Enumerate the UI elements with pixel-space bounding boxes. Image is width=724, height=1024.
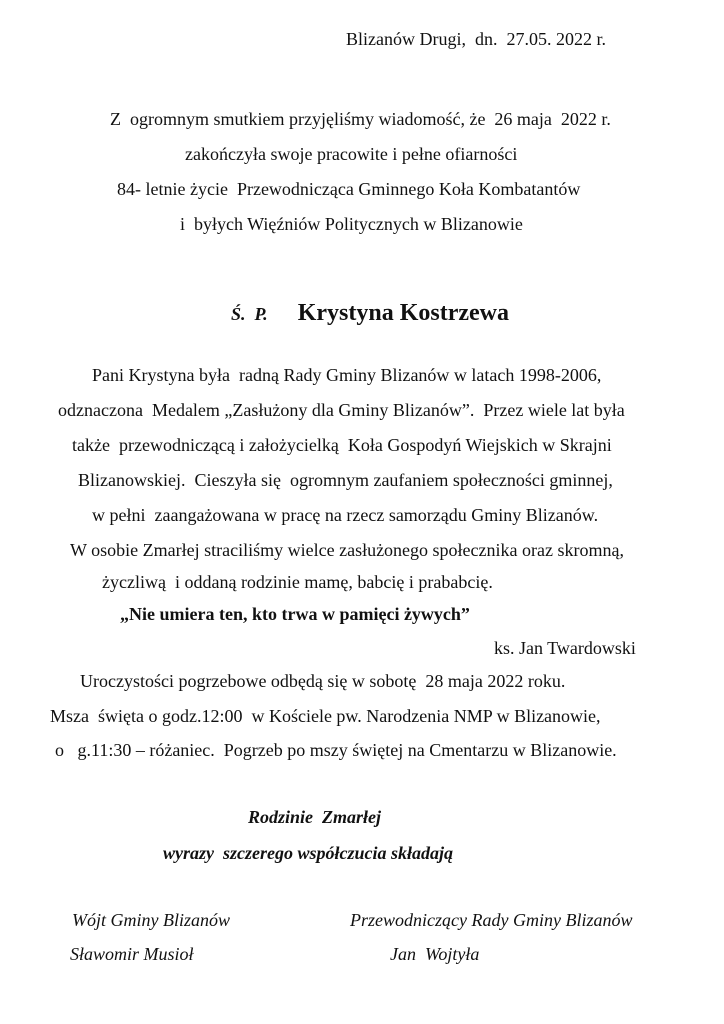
funeral-line-1: Uroczystości pogrzebowe odbędą się w sobotę 28 maja 2022 roku.: [80, 671, 566, 691]
condolences-line-1: Rodzinie Zmarłej: [248, 807, 382, 827]
biography-line-7: życzliwą i oddaną rodzinie mamę, babcię i prababcię.: [102, 572, 493, 592]
biography-line-6: W osobie Zmarłej straciliśmy wielce zasłużonego społecznika oraz skromną,: [70, 540, 624, 560]
condolences-line-2: wyrazy szczerego współczucia składają: [163, 843, 453, 863]
signature-left-name: Sławomir Musioł: [70, 944, 194, 964]
deceased-heading: [0, 282, 724, 345]
signature-right-title: Przewodniczący Rady Gminy Blizanów: [350, 910, 633, 930]
quote-text: „Nie umiera ten, kto trwa w pamięci żywych”: [120, 604, 470, 624]
biography-line-3: także przewodniczącą i założycielką Koła Gospodyń Wiejskich w Skrajni: [72, 435, 612, 455]
biography-line-2: odznaczona Medalem „Zasłużony dla Gminy Blizanów”. Przez wiele lat była: [58, 400, 625, 420]
deceased-name: Krystyna Kostrzewa: [297, 300, 509, 326]
funeral-line-2: Msza święta o godz.12:00 w Kościele pw. Narodzenia NMP w Blizanowie,: [50, 706, 601, 726]
announcement-line-3: 84- letnie życie Przewodnicząca Gminnego Koła Kombatantów: [117, 179, 581, 199]
quote-author: ks. Jan Twardowski: [494, 638, 636, 658]
announcement-line-2: zakończyła swoje pracowite i pełne ofiarności: [185, 144, 518, 164]
biography-line-4: Blizanowskiej. Cieszyła się ogromnym zaufaniem społeczności gminnej,: [78, 470, 613, 490]
deceased-prefix: Ś. P.: [231, 304, 268, 324]
signature-right-name: Jan Wojtyła: [390, 944, 480, 964]
biography-line-1: Pani Krystyna była radną Rady Gminy Blizanów w latach 1998-2006,: [92, 365, 602, 385]
date-line: Blizanów Drugi, dn. 27.05. 2022 r.: [346, 29, 606, 49]
announcement-line-1: Z ogromnym smutkiem przyjęliśmy wiadomość, że 26 maja 2022 r.: [110, 109, 611, 129]
signature-left-title: Wójt Gminy Blizanów: [72, 910, 230, 930]
funeral-line-3: o g.11:30 – różaniec. Pogrzeb po mszy świętej na Cmentarzu w Blizanowie.: [55, 740, 617, 760]
biography-line-5: w pełni zaangażowana w pracę na rzecz samorządu Gminy Blizanów.: [92, 505, 599, 525]
announcement-line-4: i byłych Więźniów Politycznych w Blizanowie: [180, 214, 523, 234]
